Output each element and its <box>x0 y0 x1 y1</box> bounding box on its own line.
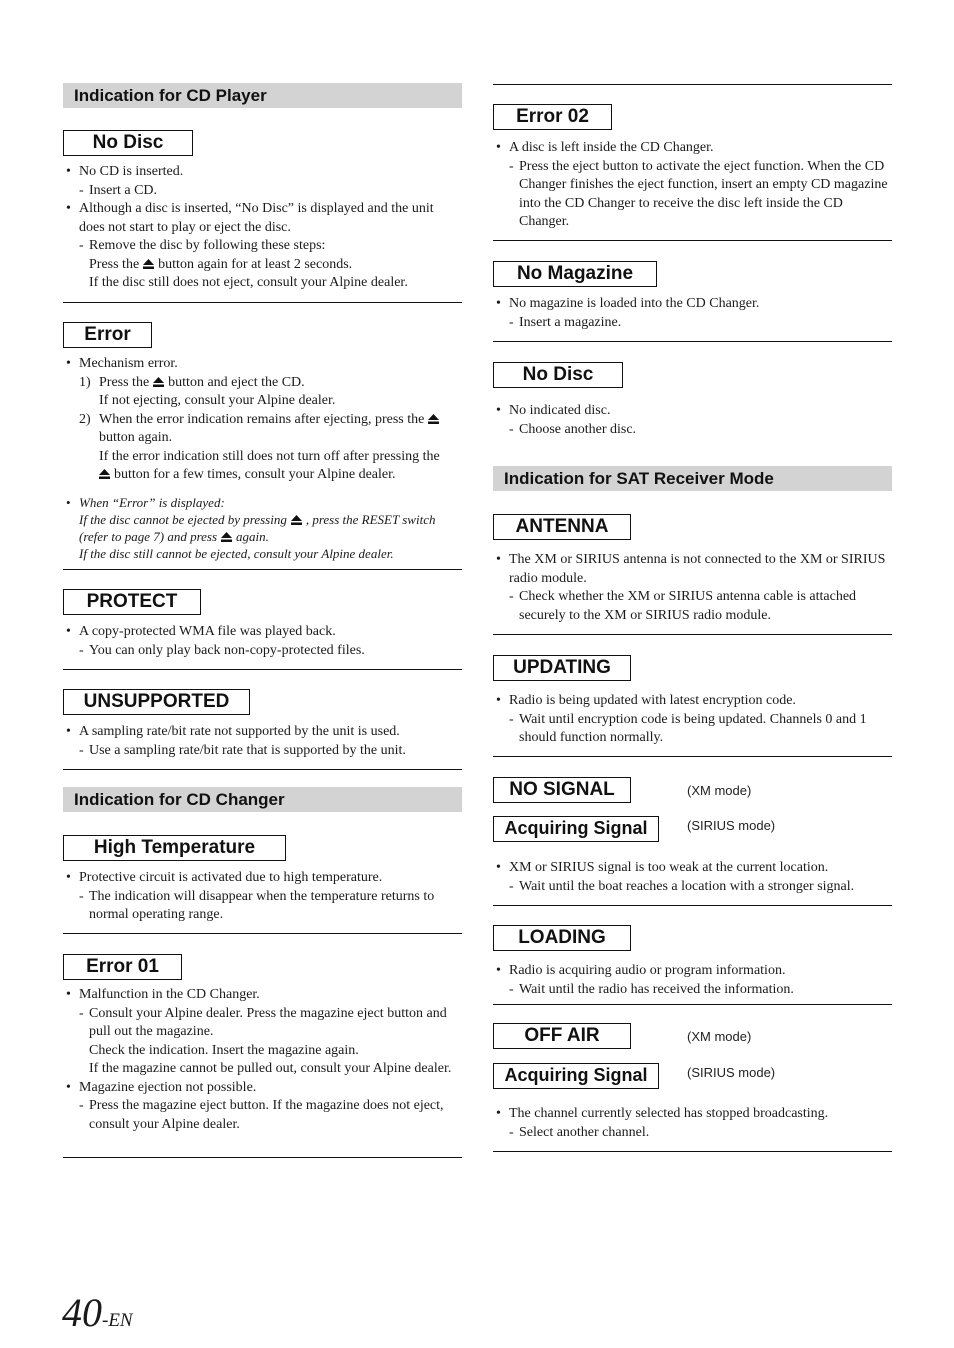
list-item: • No magazine is loaded into the CD Changer. <box>493 295 892 314</box>
mode-note-xm: (XM mode) <box>687 1029 752 1044</box>
divider <box>63 302 462 303</box>
list-item: • Radio is acquiring audio or program information. <box>493 962 892 981</box>
no-magazine-text <box>493 295 892 332</box>
label-loading: LOADING <box>493 925 631 951</box>
list-item: If the disc still does not eject, consult your Alpine dealer. <box>89 275 408 290</box>
list-item: - Use a sampling rate/bit rate that is supported by the unit. <box>63 742 462 761</box>
divider <box>493 1004 892 1005</box>
divider <box>493 84 892 85</box>
list-item: button for a few times, consult your Alpine dealer. <box>63 466 462 485</box>
note-heading: • When “Error” is displayed: <box>63 494 462 511</box>
list-item: - Wait until the boat reaches a location with a stronger signal. <box>493 878 892 897</box>
label-error-01: Error 01 <box>63 954 182 980</box>
list-item: • XM or SIRIUS signal is too weak at the current location. <box>493 859 892 878</box>
divider <box>63 569 462 570</box>
list-item: • A sampling rate/bit rate not supported by the unit is used. <box>63 723 462 742</box>
list-item: - The indication will disappear when the temperature returns to normal operating range. <box>63 888 462 925</box>
unsupported-text <box>63 723 462 760</box>
divider <box>493 341 892 342</box>
eject-icon <box>153 377 164 387</box>
label-acquiring-signal: Acquiring Signal <box>493 816 659 842</box>
list-item: - Choose another disc. <box>493 421 892 440</box>
list-item: - Press the magazine eject button. If the magazine does not eject, consult your Alpine dealer. <box>63 1097 462 1134</box>
list-item: If the error indication still does not turn off after pressing the <box>99 448 440 464</box>
divider <box>493 634 892 635</box>
section-band-cd-player: Indication for CD Player <box>63 83 462 108</box>
list-item: • No CD is inserted. <box>63 163 462 182</box>
list-item: • Radio is being updated with latest encryption code. <box>493 692 892 711</box>
error-text <box>63 355 462 485</box>
list-item: - Select another channel. <box>493 1124 892 1143</box>
divider <box>493 1151 892 1152</box>
list-item: • Protective circuit is activated due to high temperature. <box>63 869 462 888</box>
section-band-sat-receiver: Indication for SAT Receiver Mode <box>493 466 892 491</box>
list-item: 1) Press the button and eject the CD. <box>79 374 305 390</box>
list-item: • Although a disc is inserted, “No Disc” is displayed and the unit does not start to play or eject the disc. <box>63 200 462 237</box>
list-item: - Remove the disc by following these steps: <box>63 237 462 256</box>
list-item: If the magazine cannot be pulled out, consult your Alpine dealer. <box>89 1061 452 1076</box>
protect-text <box>63 623 462 660</box>
eject-icon <box>428 414 439 424</box>
list-item: - Press the eject button to activate the eject function. When the CD Changer finishes the eject function, insert an empty CD magazine into the CD Changer to receive the disc left inside the CD Changer. <box>493 158 892 232</box>
list-item: • The channel currently selected has stopped broadcasting. <box>493 1105 892 1124</box>
list-item: • The XM or SIRIUS antenna is not connected to the XM or SIRIUS radio module. <box>493 551 892 588</box>
list-item: 2) When the error indication remains after ejecting, press the button again. <box>63 411 462 448</box>
label-high-temperature: High Temperature <box>63 835 286 861</box>
mode-note-sirius: (SIRIUS mode) <box>687 818 776 833</box>
mode-note-xm: (XM mode) <box>687 783 752 798</box>
label-unsupported: UNSUPPORTED <box>63 689 250 715</box>
label-no-disc-changer: No Disc <box>493 362 623 388</box>
list-item: • A disc is left inside the CD Changer. <box>493 139 892 158</box>
label-no-magazine: No Magazine <box>493 261 657 287</box>
antenna-text <box>493 551 892 625</box>
label-no-disc: No Disc <box>63 130 193 156</box>
divider <box>493 756 892 757</box>
note-line: If the disc cannot be ejected by pressing , press the RESET switch (refer to page 7) and press again. <box>79 512 436 544</box>
list-item: • Magazine ejection not possible. <box>63 1079 462 1098</box>
divider <box>63 933 462 934</box>
list-item: - Consult your Alpine dealer. Press the magazine eject button and pull out the magazine. <box>63 1005 462 1042</box>
list-item: • No indicated disc. <box>493 402 892 421</box>
eject-icon <box>99 469 110 479</box>
error-note <box>63 494 462 562</box>
off-air-text <box>493 1105 892 1142</box>
no-disc-text <box>63 163 462 293</box>
page-number: 40-EN <box>62 1290 133 1335</box>
list-item: - Wait until the radio has received the information. <box>493 981 892 1000</box>
list-item: Check the indication. Insert the magazine again. <box>89 1042 359 1058</box>
loading-text <box>493 962 892 999</box>
list-item: - Insert a magazine. <box>493 314 892 333</box>
updating-text <box>493 692 892 748</box>
eject-icon <box>291 515 302 525</box>
divider <box>493 905 892 906</box>
error-02-text <box>493 139 892 232</box>
label-no-signal: NO SIGNAL <box>493 777 631 803</box>
error-01-text <box>63 986 462 1134</box>
list-item: Press the button again for at least 2 seconds. <box>89 256 353 272</box>
section-band-cd-changer: Indication for CD Changer <box>63 787 462 812</box>
label-antenna: ANTENNA <box>493 514 631 540</box>
high-temperature-text <box>63 869 462 925</box>
label-acquiring-signal: Acquiring Signal <box>493 1063 659 1089</box>
no-disc-changer-text <box>493 402 892 439</box>
label-off-air: OFF AIR <box>493 1023 631 1049</box>
no-signal-text <box>493 859 892 896</box>
list-item: If not ejecting, consult your Alpine dealer. <box>99 393 336 408</box>
list-item: - You can only play back non-copy-protected files. <box>63 642 462 661</box>
eject-icon <box>143 259 154 269</box>
divider <box>63 769 462 770</box>
divider <box>493 240 892 241</box>
label-error-02: Error 02 <box>493 104 612 130</box>
note-line: If the disc still cannot be ejected, consult your Alpine dealer. <box>79 546 394 561</box>
list-item: • Malfunction in the CD Changer. <box>63 986 462 1005</box>
list-item: - Wait until encryption code is being updated. Channels 0 and 1 should function normally. <box>493 711 892 748</box>
list-item: • Mechanism error. <box>63 355 462 374</box>
label-updating: UPDATING <box>493 655 631 681</box>
divider <box>63 1157 462 1158</box>
list-item: - Insert a CD. <box>63 182 462 201</box>
list-item: • A copy-protected WMA file was played back. <box>63 623 462 642</box>
list-item: - Check whether the XM or SIRIUS antenna cable is attached securely to the XM or SIRIUS radio module. <box>493 588 892 625</box>
divider <box>63 669 462 670</box>
label-error: Error <box>63 322 152 348</box>
label-protect: PROTECT <box>63 589 201 615</box>
mode-note-sirius: (SIRIUS mode) <box>687 1065 776 1080</box>
eject-icon <box>221 532 232 542</box>
